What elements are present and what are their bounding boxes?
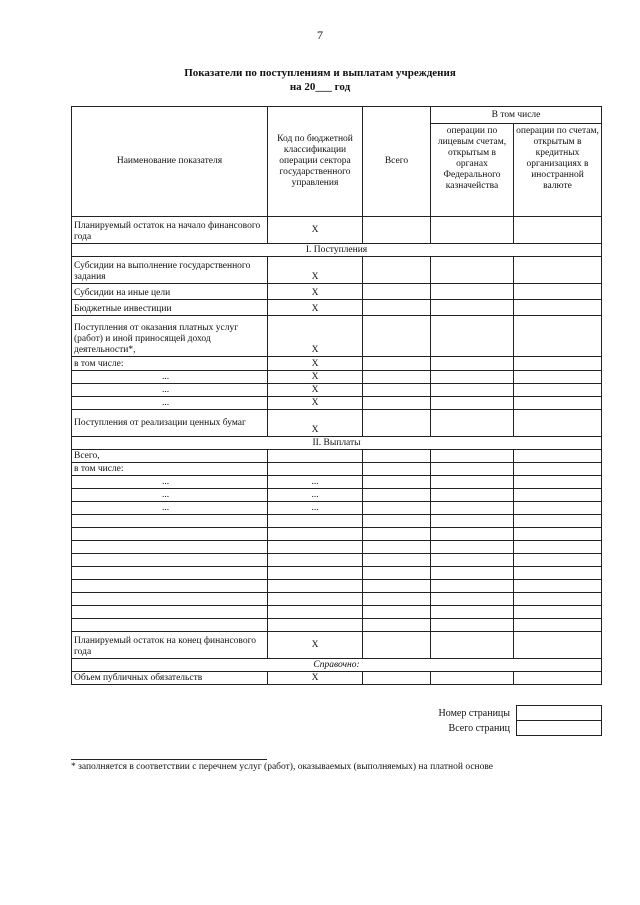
footnote: * заполняется в соответствии с перечнем услуг (работ), оказываемых (выполняемых) на платной основе <box>71 762 494 772</box>
x-mark: X <box>268 284 363 300</box>
end-balance-label: Планируемый остаток на конец финансового года <box>72 632 268 659</box>
row-label: Всего, <box>72 450 268 463</box>
header-code: Код по бюджетной классификации операции сектора государственного управления <box>268 107 363 217</box>
footnote-divider <box>71 759 267 760</box>
table-row <box>72 489 602 502</box>
row-label: Поступления от реализации ценных бумаг <box>72 410 268 437</box>
table-row <box>72 541 602 554</box>
table-row <box>72 567 602 580</box>
table-row <box>72 257 602 284</box>
table-row <box>72 528 602 541</box>
table-row <box>72 593 602 606</box>
section-income-title: I. Поступления <box>72 244 602 257</box>
table-row <box>72 476 602 489</box>
page-number-field[interactable] <box>516 705 602 721</box>
table-row <box>72 502 602 515</box>
title-line-1: Показатели по поступлениям и выплатам учреждения <box>184 67 456 79</box>
table-row <box>72 554 602 567</box>
page-info <box>380 705 602 736</box>
header-credit: операции по счетам, открытым в кредитных организациях в иностранной валюте <box>514 124 602 217</box>
table-row <box>72 217 602 244</box>
section-payout-title: II. Выплаты <box>72 437 602 450</box>
x-mark: X <box>268 384 363 397</box>
row-label: ... <box>72 384 268 397</box>
table-row <box>72 672 602 685</box>
row-label: в том числе: <box>72 357 268 371</box>
table-row <box>72 580 602 593</box>
row-label: ... <box>72 371 268 384</box>
table-row <box>72 300 602 316</box>
total-pages-label: Всего страниц <box>448 723 510 734</box>
total-pages-field[interactable] <box>516 721 602 736</box>
x-mark: X <box>268 217 363 244</box>
row-label: Поступления от оказания платных услуг (работ) и иной приносящей доход деятельности*, <box>72 316 268 357</box>
x-mark: X <box>268 397 363 410</box>
table-row <box>72 316 602 357</box>
x-mark: X <box>268 410 363 437</box>
table-row <box>72 632 602 659</box>
row-label: в том числе: <box>72 463 268 476</box>
page-number: 7 <box>317 28 323 42</box>
x-mark: X <box>268 316 363 357</box>
header-treasury: операции по лицевым счетам, открытым в органах Федерального казначейства <box>431 124 514 217</box>
table-row <box>72 357 602 371</box>
row-label: Субсидии на иные цели <box>72 284 268 300</box>
table-row <box>72 371 602 384</box>
header-total: Всего <box>363 107 431 217</box>
table-row <box>72 410 602 437</box>
table-row <box>72 284 602 300</box>
document-title <box>0 66 640 94</box>
x-mark: X <box>268 672 363 685</box>
table-row <box>72 619 602 632</box>
table-row <box>72 606 602 619</box>
page-number-label: Номер страницы <box>438 707 510 719</box>
row-label: ... <box>72 489 268 502</box>
row-label: ... <box>72 476 268 489</box>
row-label: ... <box>72 502 268 515</box>
header-including: В том числе <box>431 107 602 124</box>
title-line-2: на 20___ год <box>289 81 351 93</box>
row-label: Объем публичных обязательств <box>72 672 268 685</box>
x-mark: X <box>268 257 363 284</box>
row-label: ... <box>72 397 268 410</box>
table-row <box>72 450 602 463</box>
x-mark: X <box>268 357 363 371</box>
code-placeholder: ... <box>268 502 363 515</box>
reference-title: Справочно: <box>72 659 602 672</box>
row-label: Бюджетные инвестиции <box>72 300 268 316</box>
table-row <box>72 463 602 476</box>
x-mark: X <box>268 300 363 316</box>
code-placeholder: ... <box>268 489 363 502</box>
table-row <box>72 397 602 410</box>
indicators-table <box>71 106 602 685</box>
table-row <box>72 384 602 397</box>
table-row <box>72 515 602 528</box>
code-placeholder: ... <box>268 476 363 489</box>
start-balance-label: Планируемый остаток на начало финансового года <box>72 217 268 244</box>
header-name: Наименование показателя <box>72 107 268 217</box>
row-label: Субсидии на выполнение государственного задания <box>72 257 268 284</box>
x-mark: X <box>268 632 363 659</box>
x-mark: X <box>268 371 363 384</box>
